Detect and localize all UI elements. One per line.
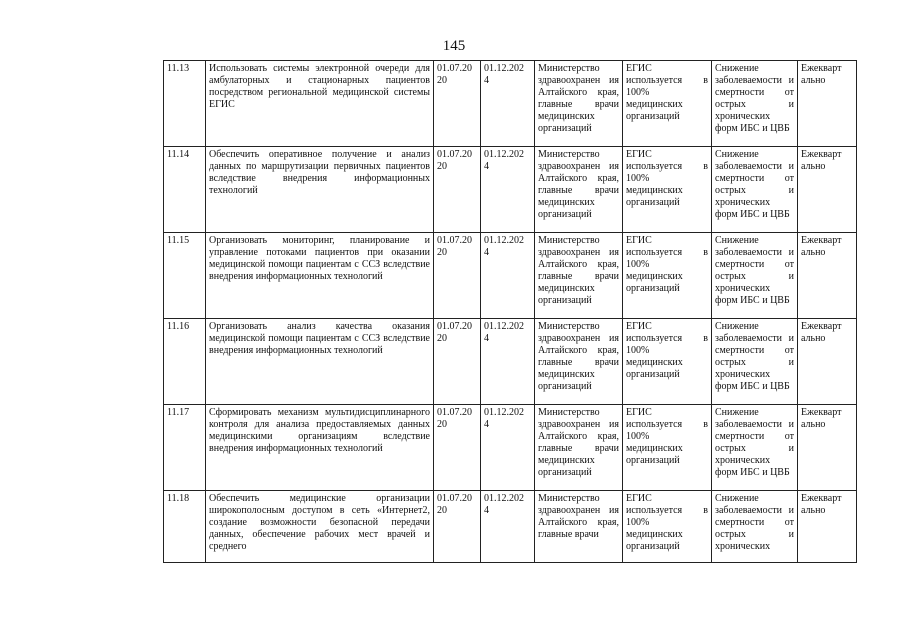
action-description: Сформировать механизм мультидисциплинарного контроля для анализа предоставляемых данных медицинскими организациям вследствие внедрения информационных технологий (206, 405, 434, 491)
expected-result: Снижение заболеваемости и смертности от острых и хронических форм ИБС и ЦВБ (712, 233, 798, 319)
reporting-frequency: Ежекварт ально (798, 319, 857, 405)
target-indicator: ЕГИС используется в 100% медицинских организаций (623, 491, 712, 563)
table-row (164, 147, 857, 233)
end-date: 01.12.202 4 (481, 491, 535, 563)
table-row (164, 491, 857, 563)
target-indicator: ЕГИС используется в 100% медицинских организаций (623, 147, 712, 233)
end-date: 01.12.202 4 (481, 319, 535, 405)
target-indicator: ЕГИС используется в 100% медицинских организаций (623, 61, 712, 147)
responsible-executor: Министерство здравоохранен ия Алтайского края, главные врачи медицинских организаций (535, 233, 623, 319)
table-row (164, 233, 857, 319)
end-date: 01.12.202 4 (481, 233, 535, 319)
row-number: 11.16 (164, 319, 206, 405)
target-indicator: ЕГИС используется в 100% медицинских организаций (623, 405, 712, 491)
expected-result: Снижение заболеваемости и смертности от острых и хронических форм ИБС и ЦВБ (712, 319, 798, 405)
expected-result: Снижение заболеваемости и смертности от острых и хронических форм ИБС и ЦВБ (712, 147, 798, 233)
start-date: 01.07.20 20 (434, 147, 481, 233)
end-date: 01.12.202 4 (481, 405, 535, 491)
row-number: 11.17 (164, 405, 206, 491)
table-row (164, 405, 857, 491)
reporting-frequency: Ежекварт ально (798, 61, 857, 147)
responsible-executor: Министерство здравоохранен ия Алтайского края, главные врачи медицинских организаций (535, 405, 623, 491)
action-description: Обеспечить медицинские организации широкополосным доступом в сеть «Интернет2, создание возможности безопасной передачи данных, обеспечение рабочих мест врачей и среднего (206, 491, 434, 563)
end-date: 01.12.202 4 (481, 147, 535, 233)
responsible-executor: Министерство здравоохранен ия Алтайского края, главные врачи медицинских организаций (535, 147, 623, 233)
action-description: Использовать системы электронной очереди для амбулаторных и стационарных пациентов посредством региональной медицинской системы ЕГИС (206, 61, 434, 147)
page-number: 145 (442, 38, 466, 54)
start-date: 01.07.20 20 (434, 319, 481, 405)
row-number: 11.15 (164, 233, 206, 319)
action-description: Организовать анализ качества оказания медицинской помощи пациентам с ССЗ вследствие внедрения информационных технологий (206, 319, 434, 405)
expected-result: Снижение заболеваемости и смертности от острых и хронических форм ИБС и ЦВБ (712, 61, 798, 147)
row-number: 11.18 (164, 491, 206, 563)
end-date: 01.12.202 4 (481, 61, 535, 147)
action-description: Организовать мониторинг, планирование и управление потоками пациентов при оказании медицинской помощи пациентам с ССЗ вследствие внедрения информационных технологий (206, 233, 434, 319)
responsible-executor: Министерство здравоохранен ия Алтайского края, главные врачи медицинских организаций (535, 319, 623, 405)
reporting-frequency: Ежекварт ально (798, 233, 857, 319)
expected-result: Снижение заболеваемости и смертности от острых и хронических (712, 491, 798, 563)
start-date: 01.07.20 20 (434, 405, 481, 491)
reporting-frequency: Ежекварт ально (798, 405, 857, 491)
action-description: Обеспечить оперативное получение и анализ данных по маршрутизации первичных пациентов вследствие внедрения информационных технологий (206, 147, 434, 233)
table-row (164, 61, 857, 147)
reporting-frequency: Ежекварт ально (798, 147, 857, 233)
row-number: 11.14 (164, 147, 206, 233)
start-date: 01.07.20 20 (434, 61, 481, 147)
row-number: 11.13 (164, 61, 206, 147)
action-plan-table (163, 60, 857, 563)
target-indicator: ЕГИС используется в 100% медицинских организаций (623, 233, 712, 319)
start-date: 01.07.20 20 (434, 233, 481, 319)
responsible-executor: Министерство здравоохранен ия Алтайского края, главные врачи (535, 491, 623, 563)
target-indicator: ЕГИС используется в 100% медицинских организаций (623, 319, 712, 405)
reporting-frequency: Ежекварт ально (798, 491, 857, 563)
start-date: 01.07.20 20 (434, 491, 481, 563)
expected-result: Снижение заболеваемости и смертности от острых и хронических форм ИБС и ЦВБ (712, 405, 798, 491)
table-row (164, 319, 857, 405)
responsible-executor: Министерство здравоохранен ия Алтайского края, главные врачи медицинских организаций (535, 61, 623, 147)
